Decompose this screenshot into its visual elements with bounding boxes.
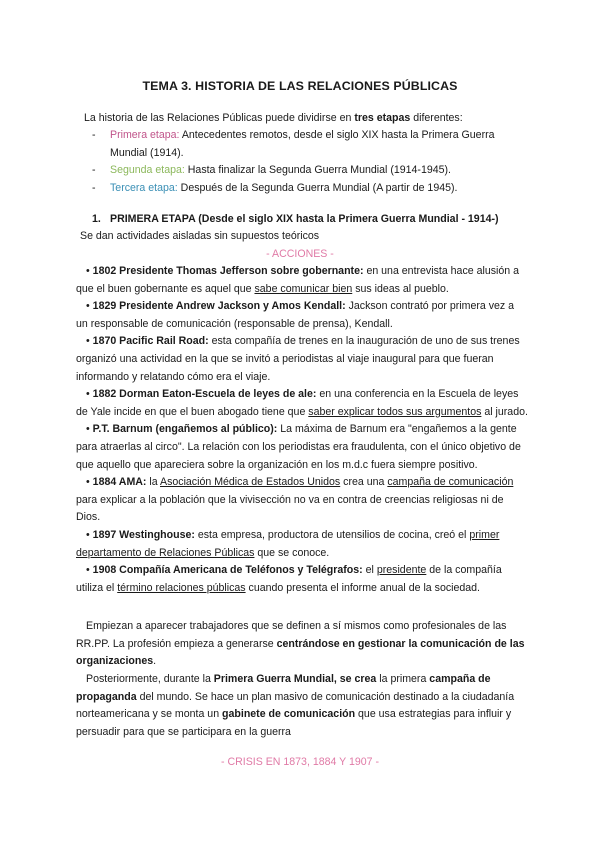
list-item: • 1908 Compañía Americana de Teléfonos y Telégrafos: el presidente de la compañía utiliza el término relaciones públicas cuando presenta el informe anual de la sociedad. — [76, 564, 502, 594]
page-title: TEMA 3. HISTORIA DE LAS RELACIONES PÚBLICAS — [142, 79, 458, 93]
paragraph-propaganda: Posteriormente, durante la Primera Guerra Mundial, se crea la primera campaña de propaganda del mundo. Se hace un plan masivo de comunicación destinado a la ciudadanía norteamericana y se monta un gabinete de comunicación que usa estrategias para influir y persuadir para que se participara en la guerra — [76, 673, 515, 738]
list-item: • 1897 Westinghouse: esta empresa, productora de utensilios de cocina, creó el primer departamento de Relaciones Públicas que se conoce. — [76, 528, 500, 559]
stage-item-primera: - Primera etapa: Antecedentes remotos, desde el siglo XIX hasta la Primera Guerra Mundial (1914). — [92, 129, 495, 159]
stage-item-segunda: - Segunda etapa: Hasta finalizar la Segunda Guerra Mundial (1914-1945). — [92, 164, 452, 177]
list-item: • 1882 Dorman Eaton-Escuela de leyes de ale: en una conferencia en la Escuela de leyes de Yale incide en que el buen abogado tiene que saber explicar todos sus argumentos al jurado. — [76, 388, 528, 418]
intro-paragraph: La historia de las Relaciones Públicas puede dividirse en tres etapas diferentes: — [84, 112, 463, 124]
list-item: • P.T. Barnum (engañemos al público): La máxima de Barnum era "engañemos a la gente para atraerlas al circo". La relación con los periodistas era fraudulenta, con el único objetivo de que aquello que apareciera sobre la organización en los m.d.c fuera siempre positivo. — [76, 423, 521, 471]
stage-label: Tercera etapa: — [110, 181, 178, 194]
paragraph-profession: Empiezan a aparecer trabajadores que se definen a sí mismos como profesionales de las RR.PP. La profesión empieza a generarse centrándose en gestionar la comunicación de las organizaciones. — [76, 620, 525, 668]
stages-list — [92, 127, 532, 197]
list-item: • 1802 Presidente Thomas Jefferson sobre gobernante: en una entrevista hace alusión a que el buen gobernante es aquel que sabe comunicar bien sus ideas al pueblo. — [76, 265, 519, 295]
section-heading: 1. PRIMERA ETAPA (Desde el siglo XIX hasta la Primera Guerra Mundial - 1914-) — [92, 213, 499, 225]
list-item: • 1829 Presidente Andrew Jackson y Amos Kendall: Jackson contrató por primera vez a un responsable de comunicación (responsable de prensa), Kendall. — [76, 300, 515, 330]
section-subtitle: Se dan actividades aisladas sin supuestos teóricos — [80, 230, 320, 242]
stage-item-tercera: - Tercera etapa: Después de la Segunda Guerra Mundial (A partir de 1945). — [92, 181, 458, 194]
stage-label: Segunda etapa: — [110, 164, 185, 177]
stage-label: Primera etapa: — [110, 129, 180, 141]
list-item: • 1884 AMA: la Asociación Médica de Estados Unidos crea una campaña de comunicación para explicar a la población que la vivisección no va en contra de creencias religiosas ni de Dios. — [76, 476, 514, 524]
actions-list — [76, 263, 528, 597]
acciones-label: - ACCIONES - — [266, 248, 334, 260]
list-item: • 1870 Pacific Rail Road: esta compañía de trenes en la inauguración de uno de sus trenes organizó una actividad en la que se invitó a periodistas al viaje inaugural para que fueran informando y relatando cómo era el viaje. — [76, 335, 520, 383]
crisis-label: - CRISIS EN 1873, 1884 Y 1907 - — [220, 756, 380, 768]
